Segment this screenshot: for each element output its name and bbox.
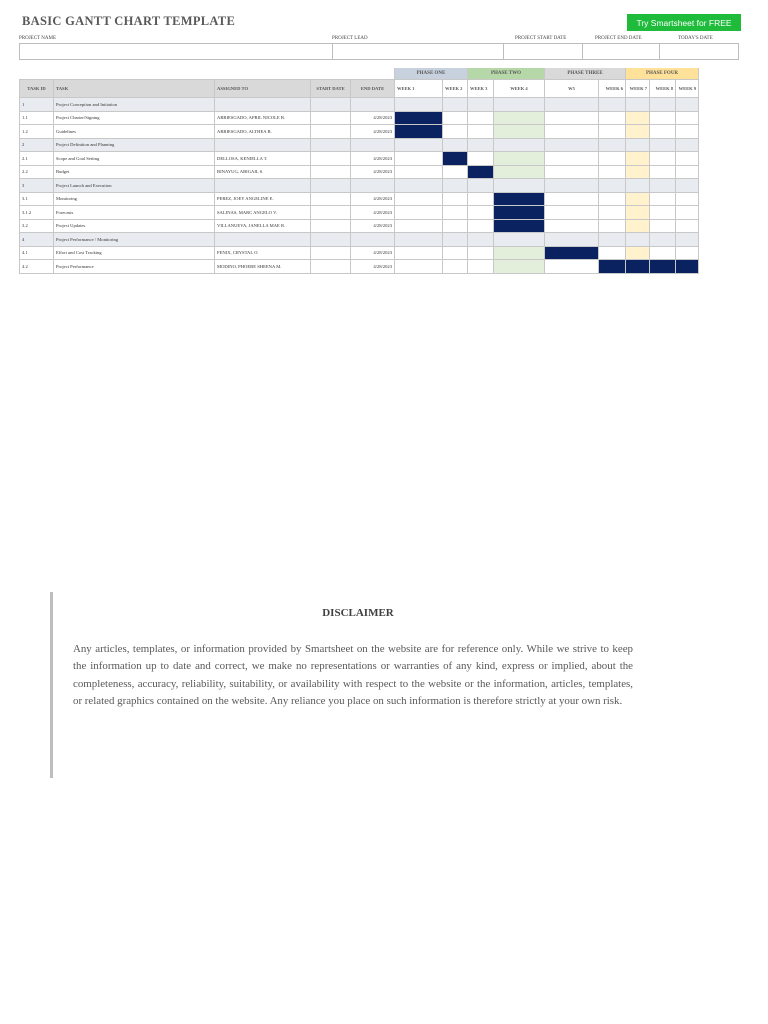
section-row[interactable] xyxy=(20,98,699,112)
end-date-cell[interactable]: 4/28/2023 xyxy=(351,192,395,206)
week-4-cell[interactable] xyxy=(494,111,545,125)
gantt-body xyxy=(20,98,699,274)
col-task-id: TASK ID xyxy=(20,80,54,98)
gantt-bar-week-6[interactable] xyxy=(599,260,626,274)
task-id-cell[interactable]: 2 xyxy=(20,138,54,152)
week-2-cell[interactable] xyxy=(443,233,468,247)
task-id-cell[interactable]: 3.2 xyxy=(20,219,54,233)
week-2-cell[interactable] xyxy=(443,111,468,125)
week-2-cell[interactable] xyxy=(443,179,468,193)
col-week-1: WEEK 1 xyxy=(395,80,443,98)
gantt-bar-week-4[interactable] xyxy=(494,206,545,220)
week-7-cell[interactable] xyxy=(626,233,650,247)
disclaimer-bar xyxy=(50,592,53,778)
week-7-cell[interactable] xyxy=(626,179,650,193)
end-date-cell[interactable] xyxy=(351,233,395,247)
task-row[interactable] xyxy=(20,111,699,125)
week-4-cell[interactable] xyxy=(494,260,545,274)
section-row[interactable] xyxy=(20,233,699,247)
task-id-cell[interactable]: 4.2 xyxy=(20,260,54,274)
end-date-cell[interactable] xyxy=(351,98,395,112)
task-name-cell[interactable]: Effort and Cost Tracking xyxy=(54,246,215,260)
week-1-cell[interactable] xyxy=(395,179,443,193)
week-5-cell[interactable] xyxy=(545,138,599,152)
week-5-cell[interactable] xyxy=(545,260,599,274)
week-6-cell[interactable] xyxy=(599,138,626,152)
week-3-cell[interactable] xyxy=(468,206,494,220)
week-8-cell[interactable] xyxy=(650,219,676,233)
phase-header-row xyxy=(20,68,699,80)
task-row[interactable] xyxy=(20,246,699,260)
gantt-bar-week-8[interactable] xyxy=(650,260,676,274)
week-4-cell[interactable] xyxy=(494,246,545,260)
disclaimer-title: DISCLAIMER xyxy=(322,607,394,619)
task-row[interactable] xyxy=(20,206,699,220)
week-3-cell[interactable] xyxy=(468,260,494,274)
project-end-date-field[interactable] xyxy=(582,43,660,60)
week-7-cell[interactable] xyxy=(626,125,650,139)
week-1-cell[interactable] xyxy=(395,233,443,247)
project-end-date-label: PROJECT END DATE xyxy=(595,36,642,41)
end-date-cell[interactable] xyxy=(351,179,395,193)
end-date-cell[interactable]: 4/28/2023 xyxy=(351,219,395,233)
week-9-cell[interactable] xyxy=(676,152,699,166)
week-4-cell[interactable] xyxy=(494,233,545,247)
assigned-to-cell[interactable]: FENIX, CRYSTAL O. xyxy=(215,246,311,260)
week-3-cell[interactable] xyxy=(468,219,494,233)
section-row[interactable] xyxy=(20,138,699,152)
project-fields xyxy=(19,43,739,60)
task-row[interactable] xyxy=(20,260,699,274)
week-9-cell[interactable] xyxy=(676,192,699,206)
week-5-cell[interactable] xyxy=(545,98,599,112)
week-9-cell[interactable] xyxy=(676,165,699,179)
phase-two-header: PHASE TWO xyxy=(468,68,545,80)
week-8-cell[interactable] xyxy=(650,246,676,260)
phase-spacer xyxy=(20,68,395,80)
gantt-bar-week-5[interactable] xyxy=(545,246,599,260)
week-7-cell[interactable] xyxy=(626,98,650,112)
todays-date-field[interactable] xyxy=(659,43,739,60)
try-smartsheet-button[interactable]: Try Smartsheet for FREE xyxy=(627,14,741,31)
week-1-cell[interactable] xyxy=(395,246,443,260)
task-id-cell[interactable]: 2.1 xyxy=(20,152,54,166)
project-lead-field[interactable] xyxy=(332,43,504,60)
week-8-cell[interactable] xyxy=(650,111,676,125)
week-8-cell[interactable] xyxy=(650,98,676,112)
col-week-2: WEEK 2 xyxy=(443,80,468,98)
week-8-cell[interactable] xyxy=(650,206,676,220)
gantt-bar-week-9[interactable] xyxy=(676,260,699,274)
project-name-field[interactable] xyxy=(19,43,333,60)
assigned-to-cell[interactable] xyxy=(215,138,311,152)
week-9-cell[interactable] xyxy=(676,233,699,247)
col-task: TASK xyxy=(54,80,215,98)
week-3-cell[interactable] xyxy=(468,246,494,260)
week-2-cell[interactable] xyxy=(443,138,468,152)
week-6-cell[interactable] xyxy=(599,219,626,233)
task-id-cell[interactable]: 3 xyxy=(20,179,54,193)
week-3-cell[interactable] xyxy=(468,179,494,193)
task-id-cell[interactable]: 2.2 xyxy=(20,165,54,179)
week-1-cell[interactable] xyxy=(395,152,443,166)
week-1-cell[interactable] xyxy=(395,219,443,233)
week-9-cell[interactable] xyxy=(676,246,699,260)
week-1-cell[interactable] xyxy=(395,165,443,179)
assigned-to-cell[interactable]: VILLANUEVA, JANELLA MAE R. xyxy=(215,219,311,233)
gantt-bar-week-3[interactable] xyxy=(468,165,494,179)
assigned-to-cell[interactable]: ARRIESGADO, ALTHEA B. xyxy=(215,125,311,139)
week-6-cell[interactable] xyxy=(599,233,626,247)
week-7-cell[interactable] xyxy=(626,206,650,220)
assigned-to-cell[interactable] xyxy=(215,179,311,193)
col-week-7: WEEK 7 xyxy=(626,80,650,98)
week-6-cell[interactable] xyxy=(599,98,626,112)
assigned-to-cell[interactable]: SALINAS, MARC ANGELO V. xyxy=(215,206,311,220)
assigned-to-cell[interactable]: BINAYUG, ABIGAIL S. xyxy=(215,165,311,179)
start-date-cell[interactable] xyxy=(311,192,351,206)
end-date-cell[interactable]: 4/28/2023 xyxy=(351,165,395,179)
week-3-cell[interactable] xyxy=(468,111,494,125)
gantt-table xyxy=(19,68,699,274)
col-assigned-to: ASSIGNED TO xyxy=(215,80,311,98)
page-title: BASIC GANTT CHART TEMPLATE xyxy=(22,14,236,28)
task-name-cell[interactable]: Project Launch and Execution xyxy=(54,179,215,193)
col-start-date: START DATE xyxy=(311,80,351,98)
start-date-cell[interactable] xyxy=(311,260,351,274)
week-7-cell[interactable] xyxy=(626,111,650,125)
col-week-4: WEEK 4 xyxy=(494,80,545,98)
col-week-9: WEEK 9 xyxy=(676,80,699,98)
phase-one-header: PHASE ONE xyxy=(395,68,468,80)
week-5-cell[interactable] xyxy=(545,165,599,179)
col-week-6: WEEK 6 xyxy=(599,80,626,98)
gantt-bar-week-1[interactable] xyxy=(395,111,443,125)
week-6-cell[interactable] xyxy=(599,206,626,220)
week-7-cell[interactable] xyxy=(626,192,650,206)
task-name-cell[interactable]: Monitoring xyxy=(54,192,215,206)
week-3-cell[interactable] xyxy=(468,152,494,166)
start-date-cell[interactable] xyxy=(311,125,351,139)
task-name-cell[interactable]: Project Definition and Planning xyxy=(54,138,215,152)
week-2-cell[interactable] xyxy=(443,125,468,139)
end-date-cell[interactable]: 4/28/2023 xyxy=(351,206,395,220)
week-9-cell[interactable] xyxy=(676,98,699,112)
task-row[interactable] xyxy=(20,152,699,166)
project-start-date-field[interactable] xyxy=(503,43,583,60)
phase-four-header: PHASE FOUR xyxy=(626,68,699,80)
start-date-cell[interactable] xyxy=(311,98,351,112)
week-8-cell[interactable] xyxy=(650,138,676,152)
task-name-cell[interactable]: Budget xyxy=(54,165,215,179)
col-week-8: WEEK 8 xyxy=(650,80,676,98)
task-row[interactable] xyxy=(20,125,699,139)
start-date-cell[interactable] xyxy=(311,152,351,166)
end-date-cell[interactable]: 4/28/2023 xyxy=(351,125,395,139)
task-name-cell[interactable]: Guidelines xyxy=(54,125,215,139)
task-id-cell[interactable]: 1.2 xyxy=(20,125,54,139)
end-date-cell[interactable] xyxy=(351,138,395,152)
week-4-cell[interactable] xyxy=(494,165,545,179)
project-name-label: PROJECT NAME xyxy=(19,36,56,41)
week-9-cell[interactable] xyxy=(676,206,699,220)
assigned-to-cell[interactable]: ARRIESGADO, APRIL NICOLE B. xyxy=(215,111,311,125)
task-id-cell[interactable]: 1.1 xyxy=(20,111,54,125)
task-id-cell[interactable]: 1 xyxy=(20,98,54,112)
week-4-cell[interactable] xyxy=(494,125,545,139)
week-2-cell[interactable] xyxy=(443,98,468,112)
assigned-to-cell[interactable]: DELLOSA, KENIELLA T. xyxy=(215,152,311,166)
task-id-cell[interactable]: 4.1 xyxy=(20,246,54,260)
project-lead-label: PROJECT LEAD xyxy=(332,36,368,41)
gantt-bar-week-1[interactable] xyxy=(395,125,443,139)
task-name-cell[interactable]: Project Performance xyxy=(54,260,215,274)
task-name-cell[interactable]: Project Conception and Initiation xyxy=(54,98,215,112)
week-5-cell[interactable] xyxy=(545,206,599,220)
week-5-cell[interactable] xyxy=(545,179,599,193)
week-2-cell[interactable] xyxy=(443,192,468,206)
week-1-cell[interactable] xyxy=(395,206,443,220)
end-date-cell[interactable]: 4/28/2023 xyxy=(351,111,395,125)
week-2-cell[interactable] xyxy=(443,260,468,274)
week-6-cell[interactable] xyxy=(599,152,626,166)
gantt-bar-week-4[interactable] xyxy=(494,192,545,206)
week-2-cell[interactable] xyxy=(443,206,468,220)
week-1-cell[interactable] xyxy=(395,98,443,112)
week-3-cell[interactable] xyxy=(468,125,494,139)
week-5-cell[interactable] xyxy=(545,125,599,139)
week-2-cell[interactable] xyxy=(443,219,468,233)
week-4-cell[interactable] xyxy=(494,98,545,112)
week-6-cell[interactable] xyxy=(599,246,626,260)
col-end-date: END DATE xyxy=(351,80,395,98)
week-6-cell[interactable] xyxy=(599,179,626,193)
week-7-cell[interactable] xyxy=(626,219,650,233)
todays-date-label: TODAY'S DATE xyxy=(678,36,713,41)
start-date-cell[interactable] xyxy=(311,206,351,220)
week-5-cell[interactable] xyxy=(545,192,599,206)
assigned-to-cell[interactable] xyxy=(215,233,311,247)
week-3-cell[interactable] xyxy=(468,138,494,152)
week-3-cell[interactable] xyxy=(468,233,494,247)
disclaimer-text: Any articles, templates, or information provided by Smartsheet on the website are for reference only. While we strive to keep the information up to date and correct, we make no representations or warranties of any kind, express or implied, about the completeness, accuracy, reliability, suitability, or availability with respect to the website or the information, articles, templates, or related graphics contained on the website. Any reliance you place on such information is therefore strictly at your own risk. xyxy=(73,643,633,708)
end-date-cell[interactable]: 4/28/2023 xyxy=(351,152,395,166)
section-row[interactable] xyxy=(20,179,699,193)
week-1-cell[interactable] xyxy=(395,260,443,274)
week-5-cell[interactable] xyxy=(545,111,599,125)
week-4-cell[interactable] xyxy=(494,138,545,152)
week-3-cell[interactable] xyxy=(468,192,494,206)
column-header-row xyxy=(20,80,699,98)
week-9-cell[interactable] xyxy=(676,179,699,193)
task-name-cell[interactable]: Project Updates xyxy=(54,219,215,233)
week-9-cell[interactable] xyxy=(676,138,699,152)
week-9-cell[interactable] xyxy=(676,111,699,125)
end-date-cell[interactable]: 4/28/2023 xyxy=(351,260,395,274)
week-7-cell[interactable] xyxy=(626,246,650,260)
start-date-cell[interactable] xyxy=(311,165,351,179)
week-7-cell[interactable] xyxy=(626,165,650,179)
col-week-3: WEEK 3 xyxy=(468,80,494,98)
assigned-to-cell[interactable]: MODINO, PHOEBE SHEENA M. xyxy=(215,260,311,274)
assigned-to-cell[interactable]: PEREZ, JOEY ANGELINE E. xyxy=(215,192,311,206)
start-date-cell[interactable] xyxy=(311,138,351,152)
gantt-bar-week-7[interactable] xyxy=(626,260,650,274)
col-week-5: W5 xyxy=(545,80,599,98)
week-8-cell[interactable] xyxy=(650,165,676,179)
week-5-cell[interactable] xyxy=(545,233,599,247)
week-6-cell[interactable] xyxy=(599,165,626,179)
week-8-cell[interactable] xyxy=(650,152,676,166)
week-7-cell[interactable] xyxy=(626,152,650,166)
week-8-cell[interactable] xyxy=(650,233,676,247)
week-7-cell[interactable] xyxy=(626,138,650,152)
task-row[interactable] xyxy=(20,192,699,206)
start-date-cell[interactable] xyxy=(311,111,351,125)
project-start-date-label: PROJECT START DATE xyxy=(515,36,567,41)
week-9-cell[interactable] xyxy=(676,125,699,139)
phase-three-header: PHASE THREE xyxy=(545,68,626,80)
week-1-cell[interactable] xyxy=(395,192,443,206)
week-8-cell[interactable] xyxy=(650,125,676,139)
week-1-cell[interactable] xyxy=(395,138,443,152)
task-name-cell[interactable]: Forecasts xyxy=(54,206,215,220)
week-5-cell[interactable] xyxy=(545,219,599,233)
week-3-cell[interactable] xyxy=(468,98,494,112)
start-date-cell[interactable] xyxy=(311,246,351,260)
week-6-cell[interactable] xyxy=(599,111,626,125)
week-9-cell[interactable] xyxy=(676,219,699,233)
week-4-cell[interactable] xyxy=(494,179,545,193)
task-id-cell[interactable]: 3.1.2 xyxy=(20,206,54,220)
week-8-cell[interactable] xyxy=(650,179,676,193)
week-6-cell[interactable] xyxy=(599,125,626,139)
week-2-cell[interactable] xyxy=(443,165,468,179)
gantt-bar-week-2[interactable] xyxy=(443,152,468,166)
end-date-cell[interactable]: 4/28/2023 xyxy=(351,246,395,260)
week-4-cell[interactable] xyxy=(494,152,545,166)
start-date-cell[interactable] xyxy=(311,179,351,193)
task-id-cell[interactable]: 4 xyxy=(20,233,54,247)
week-5-cell[interactable] xyxy=(545,152,599,166)
task-id-cell[interactable]: 3.1 xyxy=(20,192,54,206)
task-row[interactable] xyxy=(20,219,699,233)
week-8-cell[interactable] xyxy=(650,192,676,206)
week-6-cell[interactable] xyxy=(599,192,626,206)
task-name-cell[interactable]: Project Performance / Monitoring xyxy=(54,233,215,247)
assigned-to-cell[interactable] xyxy=(215,98,311,112)
start-date-cell[interactable] xyxy=(311,233,351,247)
week-2-cell[interactable] xyxy=(443,246,468,260)
task-name-cell[interactable]: Project Charter/Signing xyxy=(54,111,215,125)
task-row[interactable] xyxy=(20,165,699,179)
start-date-cell[interactable] xyxy=(311,219,351,233)
task-name-cell[interactable]: Scope and Goal Setting xyxy=(54,152,215,166)
gantt-bar-week-4[interactable] xyxy=(494,219,545,233)
